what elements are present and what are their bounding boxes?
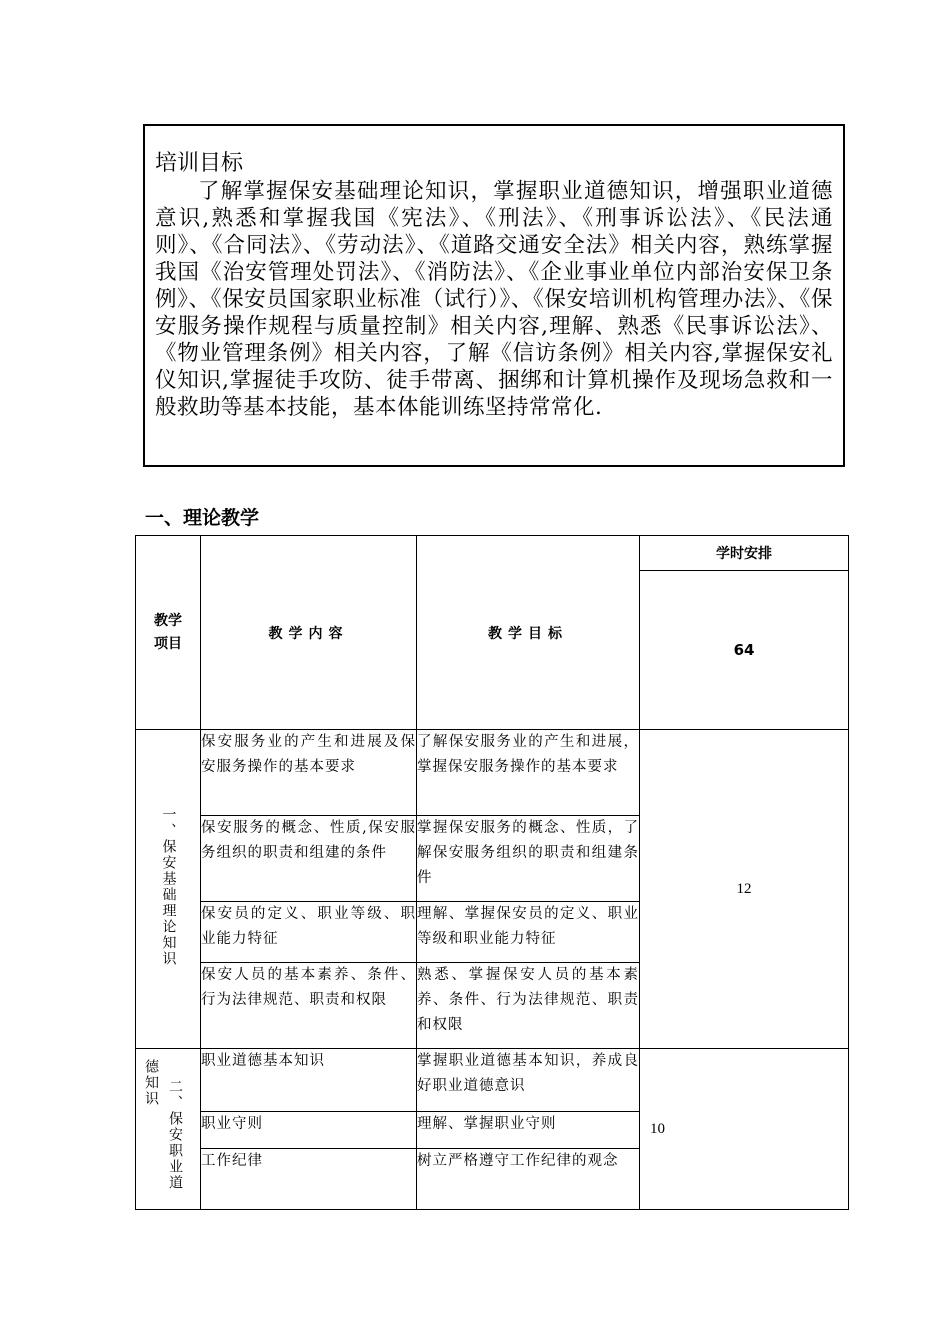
project-label: 一、保安基础理论知识 <box>160 807 177 967</box>
project-cell <box>136 1049 201 1210</box>
goal-cell: 理解、掌握保安员的定义、职业等级和职业能力特征 <box>417 902 640 963</box>
hours-cell: 10 <box>640 1049 849 1210</box>
content-cell: 保安员的定义、职业等级、职业能力特征 <box>201 902 417 963</box>
goal-cell: 熟悉、掌握保安人员的基本素养、条件、行为法律规范、职责和权限 <box>417 963 640 1049</box>
project-label-part-a: 德知识 <box>143 1059 159 1107</box>
goal-cell: 掌握职业道德基本知识，养成良好职业道德意识 <box>417 1049 640 1112</box>
training-goal-body: 了解掌握保安基础理论知识，掌握职业道德知识，增强职业道德意识,熟悉和掌握我国《宪法》、《刑法》、《刑事诉讼法》、《民法通则》、《合同法》、《劳动法》、《道路交通安全法》相关内容，熟练掌握我国《治安管理处罚法》、《消防法》、《企业事业单位内部治安保卫条例》、《保安员国家职业标准（试行）》、《保安培训机构管理办法》、《保安服务操作规程与质量控制》相关内容,理解、熟悉《民事诉讼法》、《物业管理条例》相关内容，了解《信访条例》相关内容,掌握保安礼仪知识,掌握徒手攻防、徒手带离、捆绑和计算机操作及现场急救和一般救助等基本技能，基本体能训练坚持常常化. <box>155 179 833 420</box>
goal-cell: 树立严格遵守工作纪律的观念 <box>417 1149 640 1210</box>
goal-cell: 理解、掌握职业守则 <box>417 1112 640 1149</box>
project-label-part-b: 二、保安职业道 <box>167 1079 183 1191</box>
training-goal-box <box>143 124 845 467</box>
header-project: 教学项目 <box>136 536 201 730</box>
section-heading: 一、理论教学 <box>145 507 260 529</box>
header-hours: 学时安排 <box>640 536 849 571</box>
header-goal: 教学目标 <box>417 536 640 730</box>
content-cell: 工作纪律 <box>201 1149 417 1210</box>
goal-cell: 了解保安服务业的产生和进展，掌握保安服务操作的基本要求 <box>417 730 640 816</box>
content-cell: 保安服务的概念、性质,保安服务组织的职责和组建的条件 <box>201 816 417 902</box>
content-cell: 保安人员的基本素养、条件、行为法律规范、职责和权限 <box>201 963 417 1049</box>
content-cell: 保安服务业的产生和进展及保安服务操作的基本要求 <box>201 730 417 816</box>
training-goal-title: 培训目标 <box>155 151 244 176</box>
header-content: 教学内容 <box>201 536 417 730</box>
hours-cell: 12 <box>640 730 849 1049</box>
header-total-hours: 64 <box>640 571 849 730</box>
content-cell: 职业守则 <box>201 1112 417 1149</box>
project-cell <box>136 730 201 1049</box>
goal-cell: 掌握保安服务的概念、性质，了解保安服务组织的职责和组建条件 <box>417 816 640 902</box>
content-cell: 职业道德基本知识 <box>201 1049 417 1112</box>
curriculum-table <box>135 535 849 1210</box>
